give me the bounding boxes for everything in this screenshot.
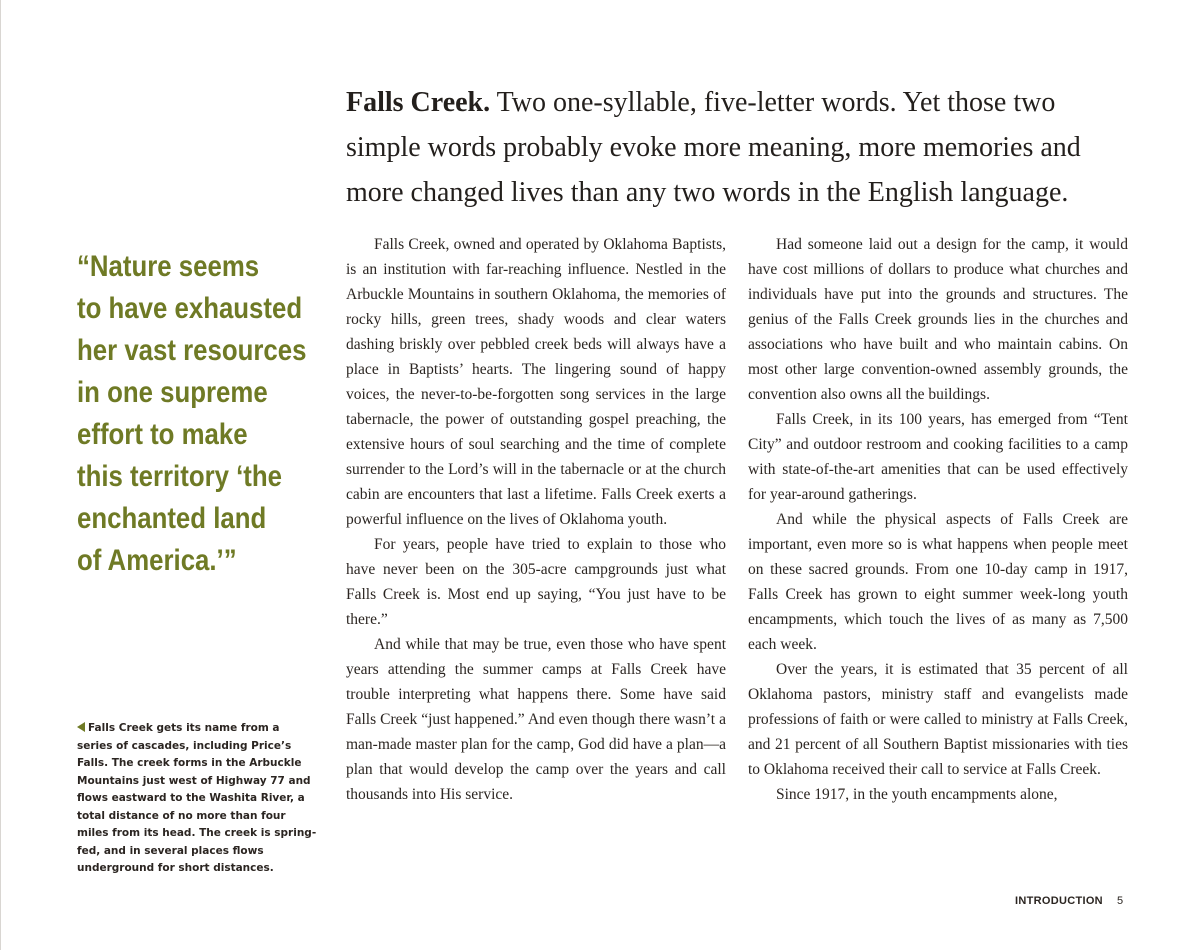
pull-quote-line: to have exhausted (77, 292, 303, 325)
pull-quote-line: her vast resources (77, 334, 307, 367)
pull-quote (77, 246, 307, 582)
body-paragraph: And while the physical aspects of Falls Creek are important, even more so is what happens when people meet on these sacred grounds. From one 10-day camp in 1917, Falls Creek has grown to eight summer week-long youth encampments, which touch the lives of as many as 7,500 each week. (748, 511, 1128, 653)
intro-lead: Falls Creek. (346, 87, 491, 118)
body-paragraph: And while that may be true, even those who have spent years attending the summer camps at Falls Creek have trouble interpreting what happens there. Some have said Falls Creek “just happened.” And even though there wasn’t a man-made master plan for the camp, God did have a plan—a plan that would develop the camp over the years and call thousands into His service. (346, 636, 726, 803)
photo-caption (77, 720, 317, 878)
section-title: INTRODUCTION (1015, 895, 1103, 907)
page-number: 5 (1116, 895, 1124, 907)
body-column-right (748, 232, 1128, 807)
body-paragraph: Had someone laid out a design for the camp, it would have cost millions of dollars to produce what churches and individuals have put into the grounds and structures. The genius of the Falls Creek grounds lies in the churches and associations who have built and who maintain cabins. On most other large convention-owned assembly grounds, the convention also owns all the buildings. (748, 236, 1128, 403)
page-footer (1015, 895, 1123, 907)
pull-quote-line: enchanted land (77, 502, 267, 535)
pull-quote-line: in one supreme (77, 376, 268, 409)
intro-paragraph (346, 80, 1136, 215)
arrow-left-icon (77, 722, 85, 732)
pull-quote-line: effort to make (77, 418, 248, 451)
body-paragraph: Falls Creek, owned and operated by Oklahoma Baptists, is an institution with far-reaching influence. Nestled in the Arbuckle Mountains in southern Oklahoma, the memories of rocky hills, green trees, shady woods and clear waters dashing briskly over pebbled creek beds will always have a place in Baptists’ hearts. The lingering sound of happy voices, the never-to-be-forgotten song services in the large tabernacle, the power of outstanding gospel preaching, the extensive hours of soul searching and the time of complete surrender to the Lord’s will in the tabernacle or at the church cabin are encounters that last a lifetime. Falls Creek exerts a powerful influence on the lives of Oklahoma youth. (346, 236, 726, 528)
body-column-left (346, 232, 726, 807)
body-paragraph: Falls Creek, in its 100 years, has emerged from “Tent City” and outdoor restroom and cooking facilities to a camp with state-of-the-art amenities that can be used effectively for year-around gatherings. (748, 411, 1128, 503)
body-paragraph: Since 1917, in the youth encampments alone, (776, 786, 1058, 803)
body-paragraph: Over the years, it is estimated that 35 percent of all Oklahoma pastors, ministry staff and evangelists made professions of faith or were called to ministry at Falls Creek, and 21 percent of all Southern Baptist missionaries with ties to Oklahoma received their call to service at Falls Creek. (748, 661, 1128, 778)
pull-quote-line: “Nature seems (77, 250, 260, 283)
pull-quote-line: of America.’” (77, 544, 237, 577)
intro-text: Two one-syllable, five-letter words. Yet those two simple words probably evoke more meaning, more memories and more changed lives than any two words in the English language. (346, 87, 1081, 208)
pull-quote-line: this territory ‘the (77, 460, 283, 493)
body-paragraph: For years, people have tried to explain to those who have never been on the 305-acre campgrounds just what Falls Creek is. Most end up saying, “You just have to be there.” (346, 536, 726, 628)
caption-text: Falls Creek gets its name from a series of cascades, including Price’s Falls. The creek forms in the Arbuckle Mountains just west of Highway 77 and flows eastward to the Washita River, a total distance of no more than four miles from its head. The creek is spring-fed, and in several places flows underground for short distances. (77, 722, 317, 874)
